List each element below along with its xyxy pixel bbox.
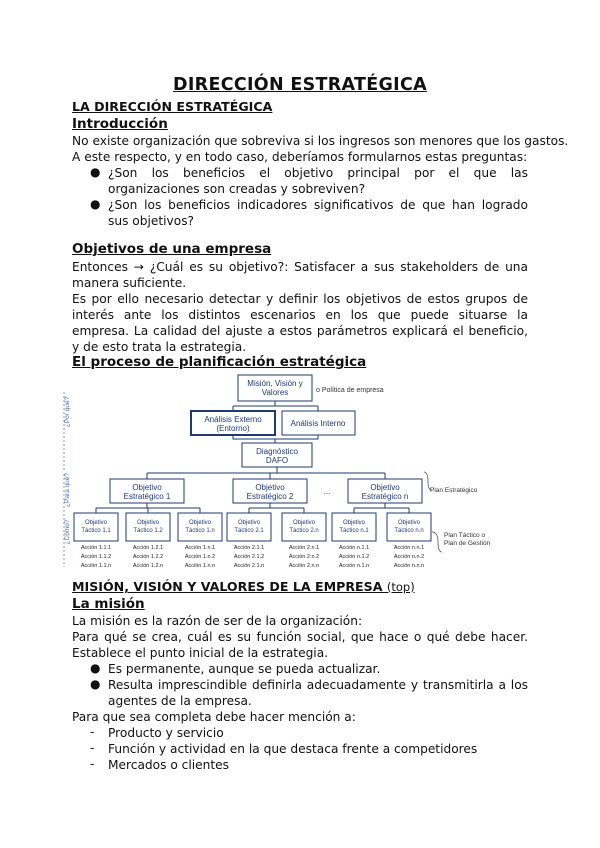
objetivo-label: Estratégico 1 [123, 492, 171, 501]
accion-label: Acción 2.n.n [288, 563, 320, 569]
section-heading: LA DIRECCIÓN ESTRATÉGICA [72, 99, 273, 114]
objetivos-heading: Objetivos de una empresa [72, 241, 272, 257]
plan-estrategico-label: Plan Estratégico [430, 487, 478, 494]
accion-label: Acción n.1.1 [338, 545, 370, 551]
tactico-label: Objetivo [397, 520, 421, 526]
accion-label: Acción n.n.2 [393, 554, 425, 560]
top-note: o Política de empresa [316, 387, 384, 394]
accion-label: Acción 2.n.1 [288, 545, 320, 551]
bullet-dot-icon: ● [90, 197, 101, 211]
bullet-dot-icon: ● [90, 661, 101, 675]
analisis-interno-label: Análisis Interno [290, 419, 346, 428]
bullet-dot-icon: ● [90, 165, 101, 179]
mision-section-heading [72, 579, 415, 595]
accion-label: Acción n.n.n [393, 563, 425, 569]
tactico-box [178, 513, 222, 541]
accion-label: Acción 1.n.1 [184, 545, 216, 551]
diagnostico-label: DAFO [265, 456, 289, 465]
accion-label: Acción n.1.n [338, 563, 370, 569]
tactico-box [282, 513, 326, 541]
objetivo-label: Objetivo [370, 483, 400, 492]
accion-label: Acción n.n.1 [393, 545, 425, 551]
accion-label: Acción 1.2.n [132, 563, 164, 569]
accion-label: Acción 2.n.2 [288, 554, 320, 560]
objetivo-label: Estratégico 2 [246, 492, 294, 501]
tactico-label: Táctico n.n [394, 528, 424, 534]
tactico-label: Táctico n.1 [339, 528, 369, 534]
mision-bullet-2: Resulta imprescindible definirla adecuadamente y transmitirla a los agentes de la empresa. [108, 678, 528, 708]
mision-heading-text: MISIÓN, VISIÓN Y VALORES DE LA EMPRESA [72, 579, 383, 594]
mision-paragraph-2: Para qué se crea, cuál es su función social, que hace o qué debe hacer. Establece el punto inicial de la estrategia. [72, 630, 528, 660]
mision-bullet-1: Es permanente, aunque se pueda actualizar. [108, 662, 381, 676]
tactico-label: Objetivo [292, 520, 316, 526]
planning-diagram [60, 372, 550, 572]
mision-paragraph-1: La misión es la razón de ser de la organización: [72, 614, 363, 628]
tactico-label: Táctico 1.n [185, 528, 215, 534]
tactico-box [74, 513, 118, 541]
dash-icon: - [90, 741, 95, 755]
objetivo-label: Objetivo [255, 483, 285, 492]
intro-paragraph-1: No existe organización que sobreviva si los ingresos son menores que los gastos. [72, 134, 569, 148]
mision-box-label: Misión, Visión y [247, 379, 303, 388]
page-title: DIRECCIÓN ESTRATÉGICA [173, 75, 427, 95]
dash-icon: - [90, 725, 95, 739]
accion-label: Acción 1.1.2 [80, 554, 112, 560]
accion-label: Acción n.1.2 [338, 554, 370, 560]
tactico-box [126, 513, 170, 541]
intro-bullet-1: ¿Son los beneficios el objetivo principal por el que las organizaciones son creadas y sobreviven? [108, 166, 528, 196]
accion-label: Acción 1.2.2 [132, 554, 164, 560]
tactico-label: Objetivo [136, 520, 160, 526]
tactico-label: Objetivo [342, 520, 366, 526]
side-label: ¿Cómo? [64, 519, 71, 545]
tactico-box [387, 513, 431, 541]
side-label: ¿Para qué? [64, 473, 71, 507]
tactico-label: Objetivo [188, 520, 212, 526]
plan-tactico-label: Plan de Gestión [444, 540, 491, 547]
tactico-label: Táctico 1.1 [81, 528, 111, 534]
accion-label: Acción 1.n.n [184, 563, 216, 569]
plan-tactico-label: Plan Táctico o [444, 532, 486, 539]
mision-dash-3: Mercados o clientes [108, 758, 229, 772]
tactico-box [332, 513, 376, 541]
mision-heading-suffix: (top) [386, 580, 415, 594]
objetivo-label: Objetivo [132, 483, 162, 492]
diagnostico-label: Diagnóstico [256, 447, 298, 456]
intro-paragraph-2: A este respecto, y en todo caso, deberíamos formularnos estas preguntas: [72, 150, 528, 164]
bullet-dot-icon: ● [90, 677, 101, 691]
accion-label: Acción 1.2.1 [132, 545, 164, 551]
mision-dash-1: Producto y servicio [108, 726, 224, 740]
side-label: ¿Por qué? [64, 396, 71, 428]
objetivos-paragraph-2: Es por ello necesario detectar y definir los objetivos de estos grupos de interés ante los distintos escenarios en los que puede situarse la empresa. La calidad del ajuste a estos parámetros explicará el beneficio, y de esto trata la estrategia. [72, 292, 528, 354]
intro-heading: Introducción [72, 116, 168, 132]
mision-paragraph-3: Para que sea completa debe hacer mención a: [72, 710, 356, 724]
analisis-externo-label: (Entorno) [216, 424, 250, 433]
tactico-label: Táctico 1.2 [133, 528, 163, 534]
accion-label: Acción 1.1.1 [80, 545, 112, 551]
accion-label: Acción 2.1.n [233, 563, 265, 569]
mision-dash-2: Función y actividad en la que destaca frente a competidores [108, 742, 478, 756]
accion-label: Acción 1.1.n [80, 563, 112, 569]
dash-icon: - [90, 757, 95, 771]
objetivos-paragraph-1: Entonces → ¿Cuál es su objetivo?: Satisfacer a sus stakeholders de una manera suficiente. [72, 260, 528, 290]
accion-label: Acción 2.1.1 [233, 545, 265, 551]
mision-subheading: La misión [72, 596, 145, 612]
proceso-heading: El proceso de planificación estratégica [72, 354, 367, 370]
analisis-externo-label: Análisis Externo [204, 415, 262, 424]
ellipsis: ... [323, 487, 331, 496]
mision-box-label: Valores [261, 388, 289, 397]
tactico-label: Objetivo [237, 520, 261, 526]
accion-label: Acción 1.n.2 [184, 554, 216, 560]
intro-bullet-2: ¿Son los beneficios indicadores significativos de que han logrado sus objetivos? [108, 198, 528, 228]
accion-label: Acción 2.1.2 [233, 554, 265, 560]
tactico-label: Táctico 2.1 [234, 528, 264, 534]
objetivo-label: Estratégico n [361, 492, 409, 501]
tactico-label: Objetivo [84, 520, 108, 526]
tactico-box [227, 513, 271, 541]
tactico-label: Táctico 2.n [289, 528, 319, 534]
